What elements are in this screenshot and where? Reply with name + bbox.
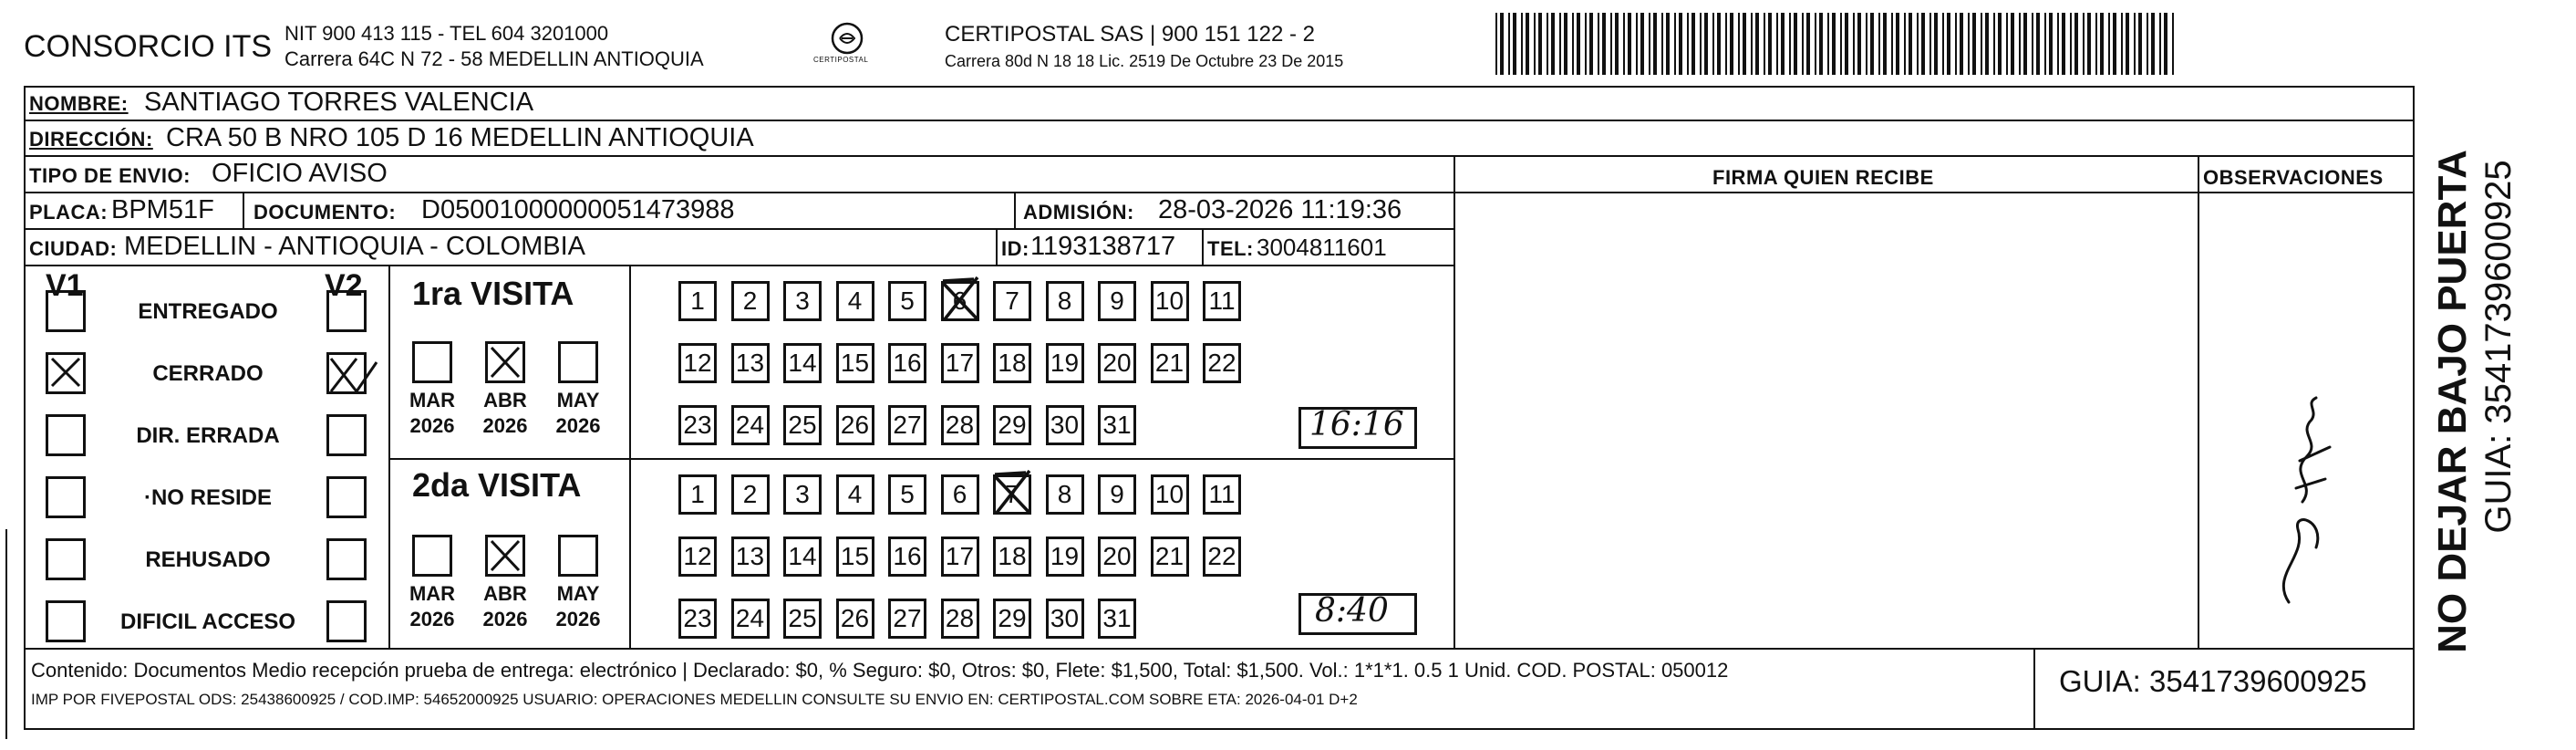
day-box[interactable]: 10: [1151, 281, 1189, 321]
day-box[interactable]: 21: [1151, 536, 1189, 577]
day-box[interactable]: 1: [678, 281, 717, 321]
tel-value: 3004811601: [1257, 234, 1387, 261]
day-box[interactable]: 27: [888, 599, 926, 639]
second-visit-time: 8:40: [1315, 592, 1389, 630]
day-box[interactable]: 9: [1098, 281, 1136, 321]
v2-checkbox[interactable]: [326, 476, 367, 518]
day-box[interactable]: 6: [941, 281, 979, 321]
name-label: NOMBRE:: [29, 92, 129, 115]
tel-label: TEL:: [1207, 237, 1254, 260]
footer-guia: GUIA: 3541739600925: [2059, 664, 2367, 698]
side-guia: GUIA: 3541739600925: [2478, 160, 2519, 534]
day-box[interactable]: 3: [783, 281, 822, 321]
day-box[interactable]: 18: [993, 343, 1031, 383]
month-label: MAY: [556, 389, 600, 411]
v2-checkbox[interactable]: [326, 414, 367, 456]
month-label: MAR: [409, 389, 456, 411]
day-box[interactable]: 16: [888, 343, 926, 383]
status-option-label: ENTREGADO: [138, 299, 278, 324]
day-box[interactable]: 31: [1098, 599, 1136, 639]
day-box[interactable]: 25: [783, 405, 822, 445]
day-box[interactable]: 29: [993, 405, 1031, 445]
v1-checkbox[interactable]: [46, 538, 86, 580]
day-box[interactable]: 20: [1098, 343, 1136, 383]
day-box[interactable]: 22: [1203, 343, 1241, 383]
status-option-label: DIR. ERRADA: [136, 423, 280, 448]
company-address: Carrera 64C N 72 - 58 MEDELLIN ANTIOQUIA: [284, 47, 704, 70]
day-box[interactable]: 6: [941, 474, 979, 515]
day-box[interactable]: 4: [836, 281, 874, 321]
observaciones-label: OBSERVACIONES: [2203, 166, 2384, 189]
recipient-name: SANTIAGO TORRES VALENCIA: [144, 88, 534, 117]
day-box[interactable]: 5: [888, 281, 926, 321]
firma-label: FIRMA QUIEN RECIBE: [1712, 166, 1934, 189]
admision-value: 28-03-2026 11:19:36: [1158, 195, 1402, 224]
v1-checkbox[interactable]: [46, 600, 86, 642]
day-box[interactable]: 7: [993, 281, 1031, 321]
day-box[interactable]: 17: [941, 536, 979, 577]
day-box[interactable]: 11: [1203, 281, 1241, 321]
v2-checkbox[interactable]: [326, 352, 367, 394]
day-box[interactable]: 17: [941, 343, 979, 383]
first-visit-title: 1ra VISITA: [412, 275, 574, 312]
day-box[interactable]: 23: [678, 599, 717, 639]
day-box[interactable]: 15: [836, 343, 874, 383]
v2-label: V2: [325, 268, 363, 303]
day-box[interactable]: 22: [1203, 536, 1241, 577]
day-box[interactable]: 23: [678, 405, 717, 445]
day-box[interactable]: 26: [836, 405, 874, 445]
day-box[interactable]: 12: [678, 343, 717, 383]
day-box[interactable]: 11: [1203, 474, 1241, 515]
day-box[interactable]: 25: [783, 599, 822, 639]
day-box[interactable]: 28: [941, 405, 979, 445]
placa-label: PLACA:: [29, 201, 109, 224]
tipo-envio-label: TIPO DE ENVIO:: [29, 164, 191, 187]
id-value: 1193138717: [1030, 232, 1176, 261]
day-box[interactable]: 18: [993, 536, 1031, 577]
barcode: [1495, 13, 2179, 75]
admision-label: ADMISIÓN:: [1023, 201, 1134, 224]
v2-checkbox[interactable]: [326, 290, 367, 332]
documento-label: DOCUMENTO:: [253, 201, 397, 224]
day-box[interactable]: 28: [941, 599, 979, 639]
first-visit-time: 16:16: [1309, 406, 1404, 443]
day-box[interactable]: 24: [731, 405, 770, 445]
v1-checkbox[interactable]: [46, 414, 86, 456]
day-box[interactable]: 30: [1046, 599, 1084, 639]
year-label: 2026: [409, 608, 455, 630]
v1-checkbox[interactable]: [46, 290, 86, 332]
day-box[interactable]: 10: [1151, 474, 1189, 515]
day-box[interactable]: 13: [731, 536, 770, 577]
day-box[interactable]: 14: [783, 536, 822, 577]
year-label: 2026: [555, 608, 601, 630]
documento-value: D05001000000051473988: [421, 195, 735, 224]
month-checkbox[interactable]: [558, 535, 598, 577]
day-box[interactable]: 19: [1046, 343, 1084, 383]
year-label: 2026: [555, 414, 601, 437]
day-box[interactable]: 4: [836, 474, 874, 515]
day-box[interactable]: 26: [836, 599, 874, 639]
day-box[interactable]: 21: [1151, 343, 1189, 383]
v1-checkbox[interactable]: [46, 476, 86, 518]
day-mark: [937, 272, 985, 327]
edge-mark: [5, 529, 7, 739]
day-box[interactable]: 5: [888, 474, 926, 515]
address-label: DIRECCIÓN:: [29, 128, 153, 151]
day-box[interactable]: 31: [1098, 405, 1136, 445]
month-checkbox[interactable]: [412, 341, 452, 383]
day-box[interactable]: 15: [836, 536, 874, 577]
day-box[interactable]: 8: [1046, 474, 1084, 515]
day-box[interactable]: 24: [731, 599, 770, 639]
day-box[interactable]: 14: [783, 343, 822, 383]
day-mark: [989, 465, 1037, 520]
day-box[interactable]: 2: [731, 474, 770, 515]
month-checkbox[interactable]: [485, 341, 525, 383]
second-visit-title: 2da VISITA: [412, 466, 582, 504]
carrier-name: CERTIPOSTAL SAS | 900 151 122 - 2: [945, 22, 1315, 47]
month-checkbox[interactable]: [558, 341, 598, 383]
year-label: 2026: [482, 414, 528, 437]
day-box[interactable]: 30: [1046, 405, 1084, 445]
day-box[interactable]: 7: [993, 474, 1031, 515]
month-label: MAR: [409, 582, 456, 605]
day-box[interactable]: 12: [678, 536, 717, 577]
v1-label: V1: [46, 268, 84, 303]
month-checkbox[interactable]: [412, 535, 452, 577]
id-label: ID:: [1001, 237, 1029, 260]
placa-value: BPM51F: [111, 195, 214, 224]
day-box[interactable]: 13: [731, 343, 770, 383]
v2-checkbox[interactable]: [326, 538, 367, 580]
day-box[interactable]: 9: [1098, 474, 1136, 515]
day-box[interactable]: 2: [731, 281, 770, 321]
footer-content: Contenido: Documentos Medio recepción prueba de entrega: electrónico | Declarado: $0, % Seguro: $0, Otros: $0, Flete: $1,500, Total: $1,500. Vol.: 1*1*1. 0.5 1 Unid. COD. POSTAL: 050012: [31, 659, 1729, 682]
company-nit: NIT 900 413 115 - TEL 604 3201000: [284, 22, 609, 45]
month-checkbox[interactable]: [485, 535, 525, 577]
day-box[interactable]: 1: [678, 474, 717, 515]
day-box[interactable]: 27: [888, 405, 926, 445]
day-box[interactable]: 29: [993, 599, 1031, 639]
year-label: 2026: [409, 414, 455, 437]
tipo-envio: OFICIO AVISO: [212, 159, 388, 188]
day-box[interactable]: 16: [888, 536, 926, 577]
status-option-label: ·NO RESIDE: [143, 485, 272, 510]
month-label: MAY: [556, 582, 600, 605]
status-option-label: DIFICIL ACCESO: [119, 609, 295, 634]
day-box[interactable]: 8: [1046, 281, 1084, 321]
side-warning: NO DEJAR BAJO PUERTA: [2430, 150, 2475, 653]
logo-caption: CERTIPOSTAL: [813, 56, 869, 64]
day-box[interactable]: 19: [1046, 536, 1084, 577]
day-box[interactable]: 20: [1098, 536, 1136, 577]
day-box[interactable]: 3: [783, 474, 822, 515]
month-label: ABR: [483, 389, 527, 411]
ciudad-label: CIUDAD:: [29, 237, 118, 260]
status-option-label: REHUSADO: [145, 547, 271, 572]
ciudad-value: MEDELLIN - ANTIOQUIA - COLOMBIA: [124, 232, 585, 261]
footer-imp: IMP POR FIVEPOSTAL ODS: 25438600925 / COD.IMP: 54652000925 USUARIO: OPERACIONES MEDELLIN CONSULTE SU ENVIO EN: CERTIPOSTAL.COM SOBRE ETA: 2026-04-01 D+2: [31, 691, 1358, 708]
recipient-address: CRA 50 B NRO 105 D 16 MEDELLIN ANTIOQUIA: [166, 123, 754, 152]
carrier-address: Carrera 80d N 18 18 Lic. 2519 De Octubre 23 De 2015: [945, 52, 1344, 70]
company-name: CONSORCIO ITS: [24, 29, 273, 64]
year-label: 2026: [482, 608, 528, 630]
month-label: ABR: [483, 582, 527, 605]
status-option-label: CERRADO: [152, 361, 264, 386]
v1-checkbox[interactable]: [46, 352, 86, 394]
v2-checkbox[interactable]: [326, 600, 367, 642]
recipient-signature: [2252, 392, 2362, 611]
